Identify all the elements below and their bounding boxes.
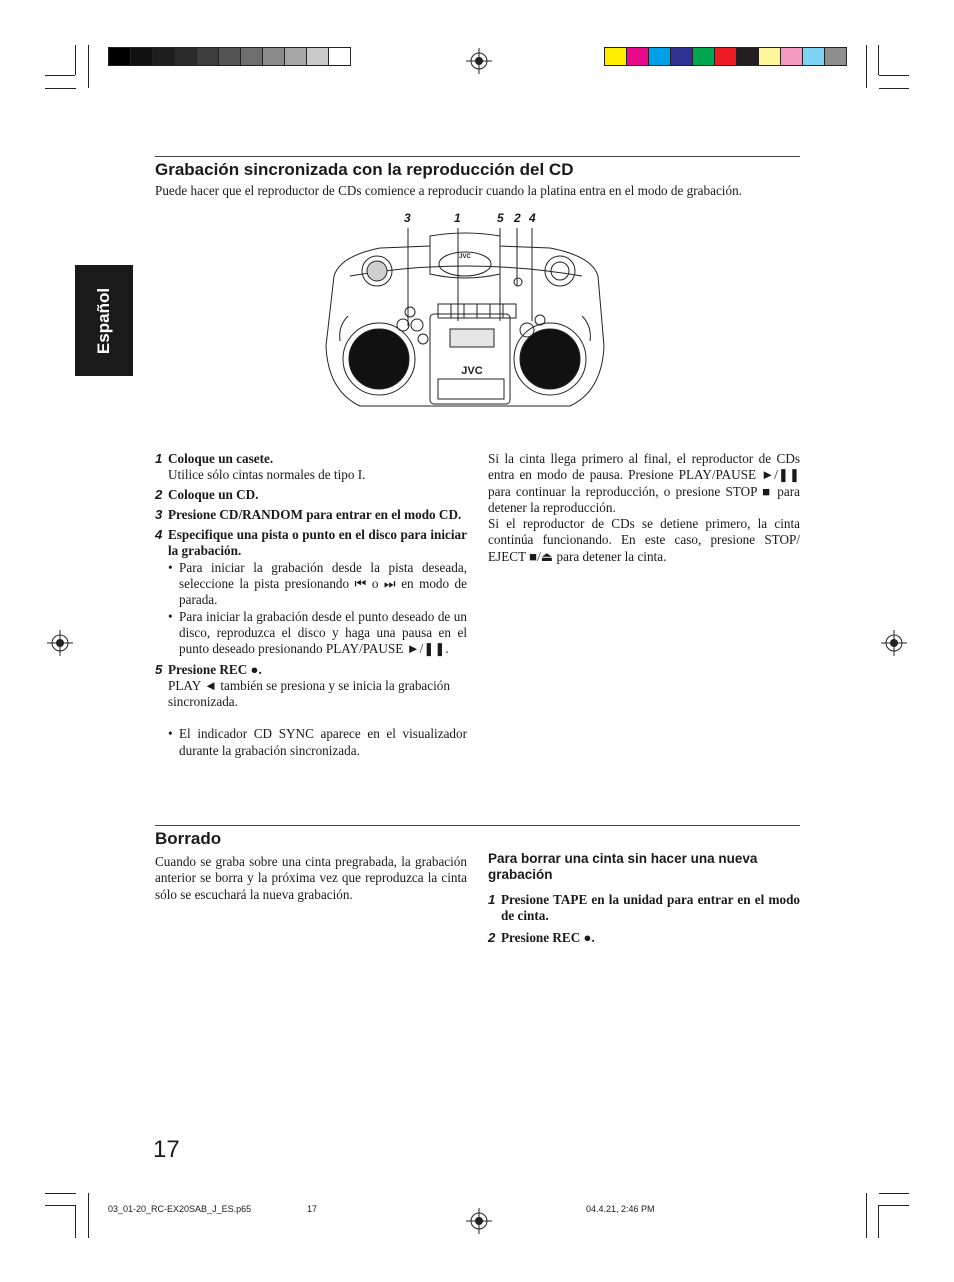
step-2: 2 Coloque un CD.	[155, 486, 259, 502]
section1-right-column	[488, 451, 800, 565]
color-swatch	[648, 47, 671, 66]
color-swatch	[152, 47, 175, 66]
erase-step-1: 1 Presione TAPE en la unidad para entrar en el modo de cinta.	[488, 892, 800, 924]
section1-steps	[155, 451, 467, 759]
language-tab-label: Español	[94, 287, 113, 354]
boombox-illustration	[320, 226, 610, 423]
registration-mark-top	[466, 48, 492, 74]
section2-subtitle: Para borrar una cinta sin hacer una nueva grabación	[488, 851, 758, 882]
color-swatch	[714, 47, 737, 66]
section2-steps	[488, 892, 800, 946]
language-side-tab	[75, 265, 133, 376]
right-paragraph-2: Si el reproductor de CDs se detiene primero, la cinta continúa funcionando. En este caso, presione STOP/ EJECT ■/⏏ para detener la cinta.	[488, 516, 800, 564]
step-3: 3 Presione CD/RANDOM para entrar en el modo CD.	[155, 506, 462, 522]
footer-date: 04.4.21, 2:46 PM	[586, 1204, 655, 1214]
color-swatch	[174, 47, 197, 66]
step-4-bullet-1: • Para iniciar la grabación desde la pista deseada, seleccione la pista presionando ⏮ o ⏭ en modo de parada.	[155, 560, 467, 609]
registration-mark-bottom	[466, 1208, 492, 1234]
page-number: 17	[153, 1136, 180, 1163]
color-swatch	[736, 47, 759, 66]
section1-rule	[155, 156, 800, 157]
erase-step-2: 2 Presione REC ●.	[488, 929, 595, 945]
color-swatch	[626, 47, 649, 66]
step-1-sub: Utilice sólo cintas normales de tipo I.	[168, 467, 366, 483]
color-swatch	[108, 47, 131, 66]
color-swatch	[306, 47, 329, 66]
color-swatch	[670, 47, 693, 66]
figure-logo-small: JVC	[459, 254, 471, 260]
step-4: 4 Especifique una pista o punto en el disco para iniciar la grabación.	[155, 527, 467, 559]
section1-intro: Puede hacer que el reproductor de CDs comience a reproducir cuando la platina entra en el modo de grabación.	[155, 183, 742, 198]
color-swatch	[802, 47, 825, 66]
color-swatch	[758, 47, 781, 66]
step-5-bullet: • El indicador CD SYNC aparece en el visualizador durante la grabación sincronizada.	[155, 726, 467, 759]
callout-2: 2	[514, 211, 521, 225]
color-swatch	[130, 47, 153, 66]
section2-rule	[155, 825, 800, 826]
step-5-sub: PLAY ◄ también se presiona y se inicia la grabación sincronizada.	[168, 677, 450, 710]
section2-title: Borrado	[155, 829, 222, 848]
color-swatch	[604, 47, 627, 66]
callout-5: 5	[497, 211, 504, 225]
color-swatch	[262, 47, 285, 66]
step-1: 1 Coloque un casete.	[155, 451, 274, 466]
right-paragraph-1: Si la cinta llega primero al final, el reproductor de CDs entra en modo de pausa. Presione PLAY/PAUSE ►/❚❚ para continuar la reproducción, o presione STOP ■ para detener la reproducción.	[488, 451, 800, 515]
figure-logo: JVC	[461, 365, 483, 377]
boombox-figure	[320, 208, 610, 423]
footer-page: 17	[307, 1204, 318, 1214]
color-swatch	[328, 47, 351, 66]
footer-file: 03_01-20_RC-EX20SAB_J_ES.p65	[108, 1204, 252, 1214]
color-swatch	[196, 47, 219, 66]
registration-mark-left	[47, 630, 73, 656]
color-swatch	[692, 47, 715, 66]
step-4-bullet-2: • Para iniciar la grabación desde el punto deseado de un disco, reproduzca el disco y haga una pausa en el punto deseado presionando PLAY/PAUSE ►/❚❚.	[155, 609, 467, 658]
color-swatch	[780, 47, 803, 66]
color-swatch	[240, 47, 263, 66]
color-swatch	[218, 47, 241, 66]
callout-3: 3	[404, 211, 411, 225]
step-5: 5 Presione REC ●.	[155, 661, 262, 677]
section1-title: Grabación sincronizada con la reproducción del CD	[155, 160, 574, 179]
section2-body: Cuando se graba sobre una cinta pregrabada, la grabación anterior se borra y la próxima vez que reproduzca la cinta sólo se escuchará la nueva grabación.	[155, 854, 467, 902]
callout-1: 1	[454, 211, 461, 225]
callout-4: 4	[529, 211, 536, 225]
registration-mark-right	[881, 630, 907, 656]
color-swatch	[824, 47, 847, 66]
color-swatch	[284, 47, 307, 66]
